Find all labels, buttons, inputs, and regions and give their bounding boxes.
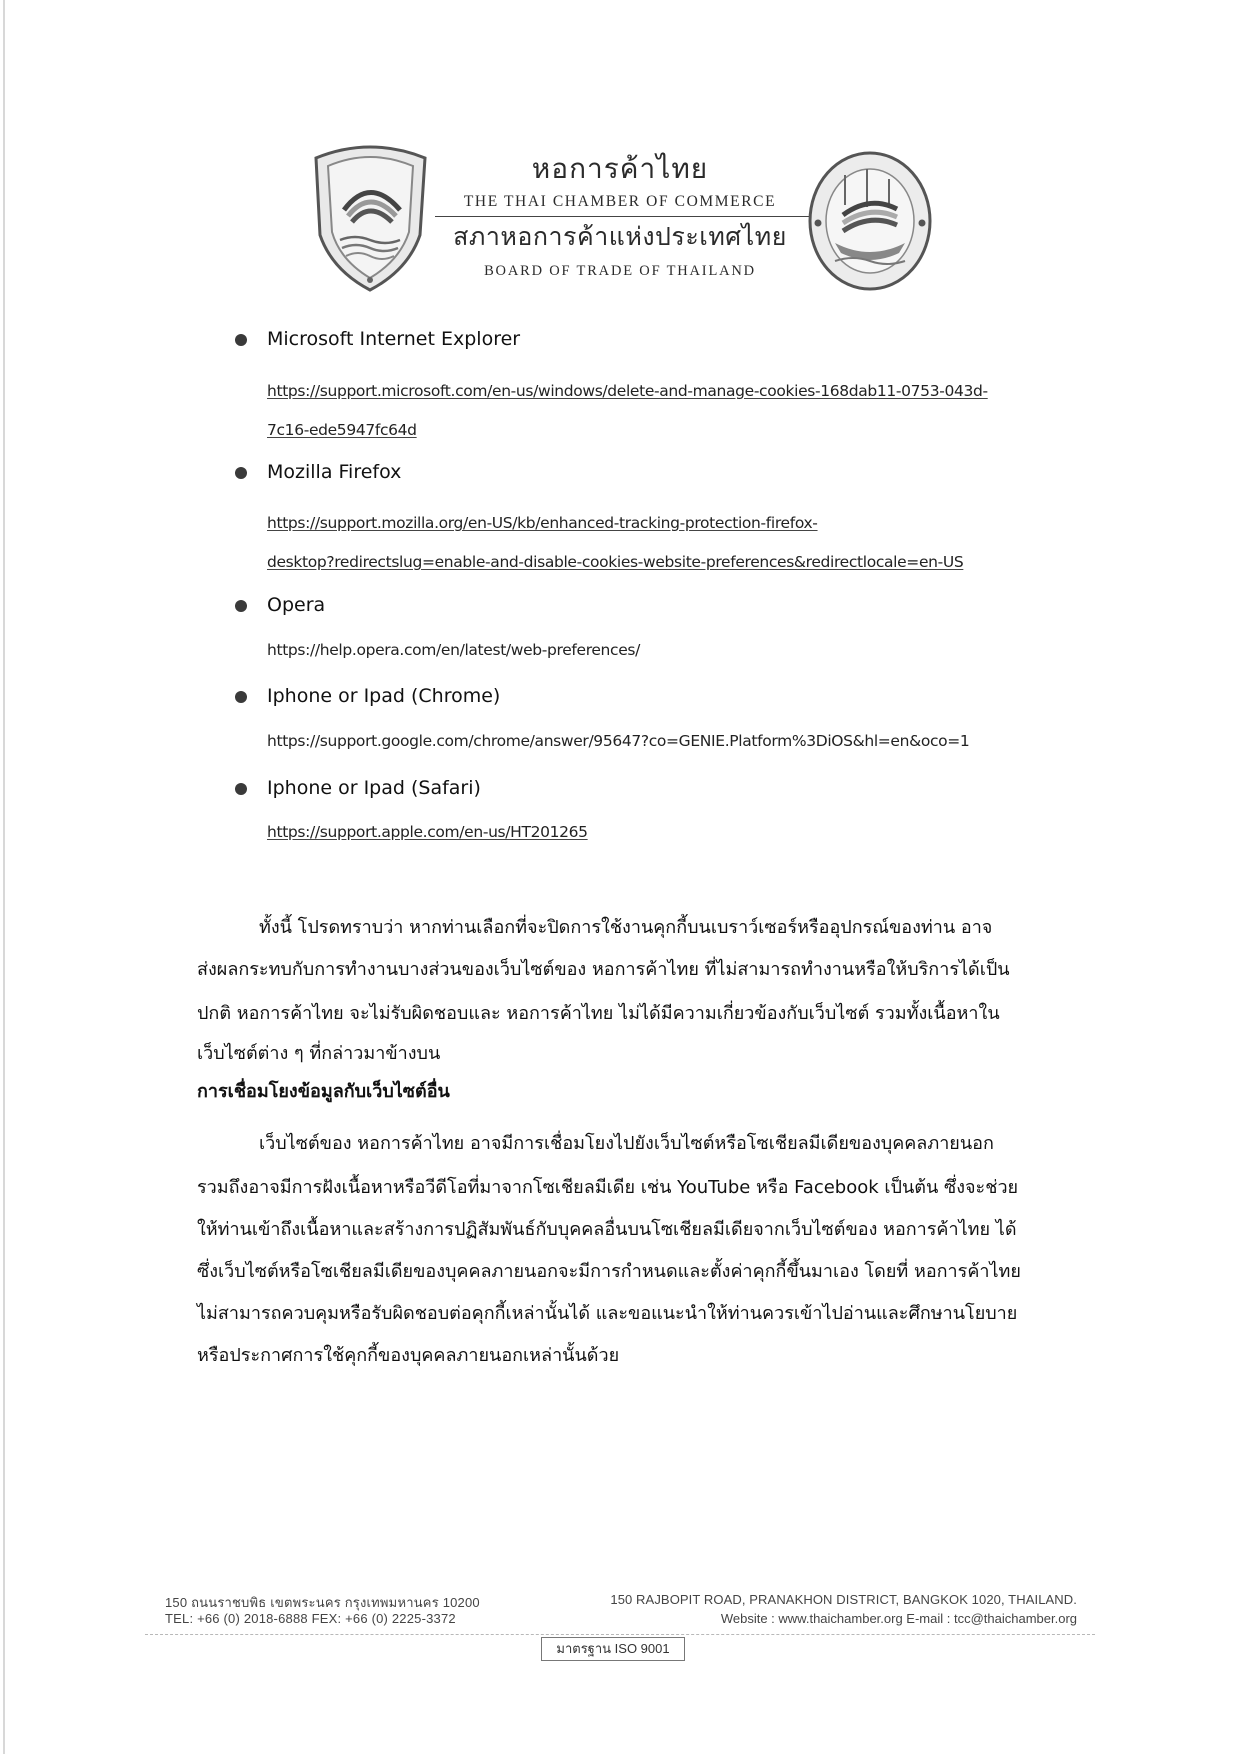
browser-name: Iphone or Ipad (Safari) xyxy=(267,777,481,799)
paragraph-line: ซึ่งเว็บไซต์หรือโซเชียลมีเดียของบุคคลภายนอกจะมีการกำหนดและตั้งค่าคุกกี้ขึ้นมาเอง โดยที่ หอการค้าไทย xyxy=(197,1261,1021,1282)
letter-footer xyxy=(145,1592,1095,1672)
board-of-trade-seal-logo-icon xyxy=(805,145,935,295)
paragraph-line: ให้ท่านเข้าถึงเนื้อหาและสร้างการปฏิสัมพันธ์กับบุคคลอื่นบนโซเชียลมีเดียจากเว็บไซต์ของ หอการค้าไทย ได้ xyxy=(197,1219,1017,1240)
bullet-icon xyxy=(235,691,247,703)
thai-chamber-shield-logo-icon xyxy=(308,140,433,295)
paragraph-line: ทั้งนี้ โปรดทราบว่า หากท่านเลือกที่จะปิดการใช้งานคุกกี้บนเบราว์เซอร์หรืออุปกรณ์ของท่าน อาจ xyxy=(259,917,993,938)
browser-name: Iphone or Ipad (Chrome) xyxy=(267,685,501,707)
paragraph-line: หรือประกาศการใช้คุกกี้ของบุคคลภายนอกเหล่านั้นด้วย xyxy=(197,1345,620,1366)
letterhead xyxy=(300,135,940,300)
paragraph-line: เว็บไซต์ต่าง ๆ ที่กล่าวมาข้างบน xyxy=(197,1043,441,1064)
browser-url-link-continued[interactable]: desktop?redirectslug=enable-and-disable-cookies-website-preferences&redirectlocale=en-US xyxy=(267,553,964,571)
paragraph-line: เว็บไซต์ของ หอการค้าไทย อาจมีการเชื่อมโยงไปยังเว็บไซต์หรือโซเชียลมีเดียของบุคคลภายนอก xyxy=(259,1133,994,1154)
board-english-name: BOARD OF TRADE OF THAILAND xyxy=(484,263,756,279)
footer-english-address: 150 RAJBOPIT ROAD, PRANAKHON DISTRICT, BANGKOK 1020, THAILAND. xyxy=(610,1592,1077,1607)
page-edge xyxy=(3,0,5,1754)
org-thai-name: หอการค้าไทย xyxy=(531,152,709,185)
browser-url-link[interactable]: https://support.mozilla.org/en-US/kb/enhanced-tracking-protection-firefox- xyxy=(267,514,818,532)
browser-url-link[interactable]: https://support.microsoft.com/en-us/windows/delete-and-manage-cookies-168dab11-0753-043d- xyxy=(267,382,988,400)
browser-url-link[interactable]: https://help.opera.com/en/latest/web-preferences/ xyxy=(267,641,640,659)
board-thai-name: สภาหอการค้าแห่งประเทศไทย xyxy=(453,222,787,251)
footer-thai-address: 150 ถนนราชบพิธ เขตพระนคร กรุงเทพมหานคร 10200 xyxy=(165,1595,480,1610)
paragraph-line: ไม่สามารถควบคุมหรือรับผิดชอบต่อคุกกี้เหล่านั้นได้ และขอแนะนำให้ท่านควรเข้าไปอ่านและศึกษานโยบาย xyxy=(197,1303,1018,1324)
bullet-icon xyxy=(235,783,247,795)
browser-name: Mozilla Firefox xyxy=(267,461,402,483)
browser-url-link-continued[interactable]: 7c16-ede5947fc64d xyxy=(267,421,417,439)
section-heading: การเชื่อมโยงข้อมูลกับเว็บไซต์อื่น xyxy=(197,1081,450,1102)
browser-url-link[interactable]: https://support.apple.com/en-us/HT201265 xyxy=(267,823,588,841)
footer-website-email: Website : www.thaichamber.org E-mail : tcc@thaichamber.org xyxy=(720,1611,1077,1626)
footer-divider xyxy=(145,1634,1095,1635)
org-english-name: THE THAI CHAMBER OF COMMERCE xyxy=(463,193,777,210)
bullet-icon xyxy=(235,467,247,479)
browser-url-link[interactable]: https://support.google.com/chrome/answer/95647?co=GENIE.Platform%3DiOS&hl=en&oco=1 xyxy=(267,732,970,750)
iso-badge: มาตรฐาน ISO 9001 xyxy=(541,1637,685,1661)
bullet-icon xyxy=(235,334,247,346)
footer-phone-fax: TEL: +66 (0) 2018-6888 FEX: +66 (0) 2225-3372 xyxy=(165,1611,456,1626)
paragraph-line: รวมถึงอาจมีการฝังเนื้อหาหรือวีดีโอที่มาจากโซเชียลมีเดีย เช่น YouTube หรือ Facebook เป็นต้น ซึ่งจะช่วย xyxy=(197,1177,1019,1198)
bullet-icon xyxy=(235,600,247,612)
browser-name: Opera xyxy=(267,594,326,616)
browser-name: Microsoft Internet Explorer xyxy=(267,328,521,350)
paragraph-line: ส่งผลกระทบกับการทำงานบางส่วนของเว็บไซต์ของ หอการค้าไทย ที่ไม่สามารถทำงานหรือให้บริการได้เป็น xyxy=(197,959,1010,980)
paragraph-line: ปกติ หอการค้าไทย จะไม่รับผิดชอบและ หอการค้าไทย ไม่ได้มีความเกี่ยวข้องกับเว็บไซต์ รวมทั้งเนื้อหาใน xyxy=(197,1003,1000,1024)
letterhead-divider xyxy=(435,216,810,217)
